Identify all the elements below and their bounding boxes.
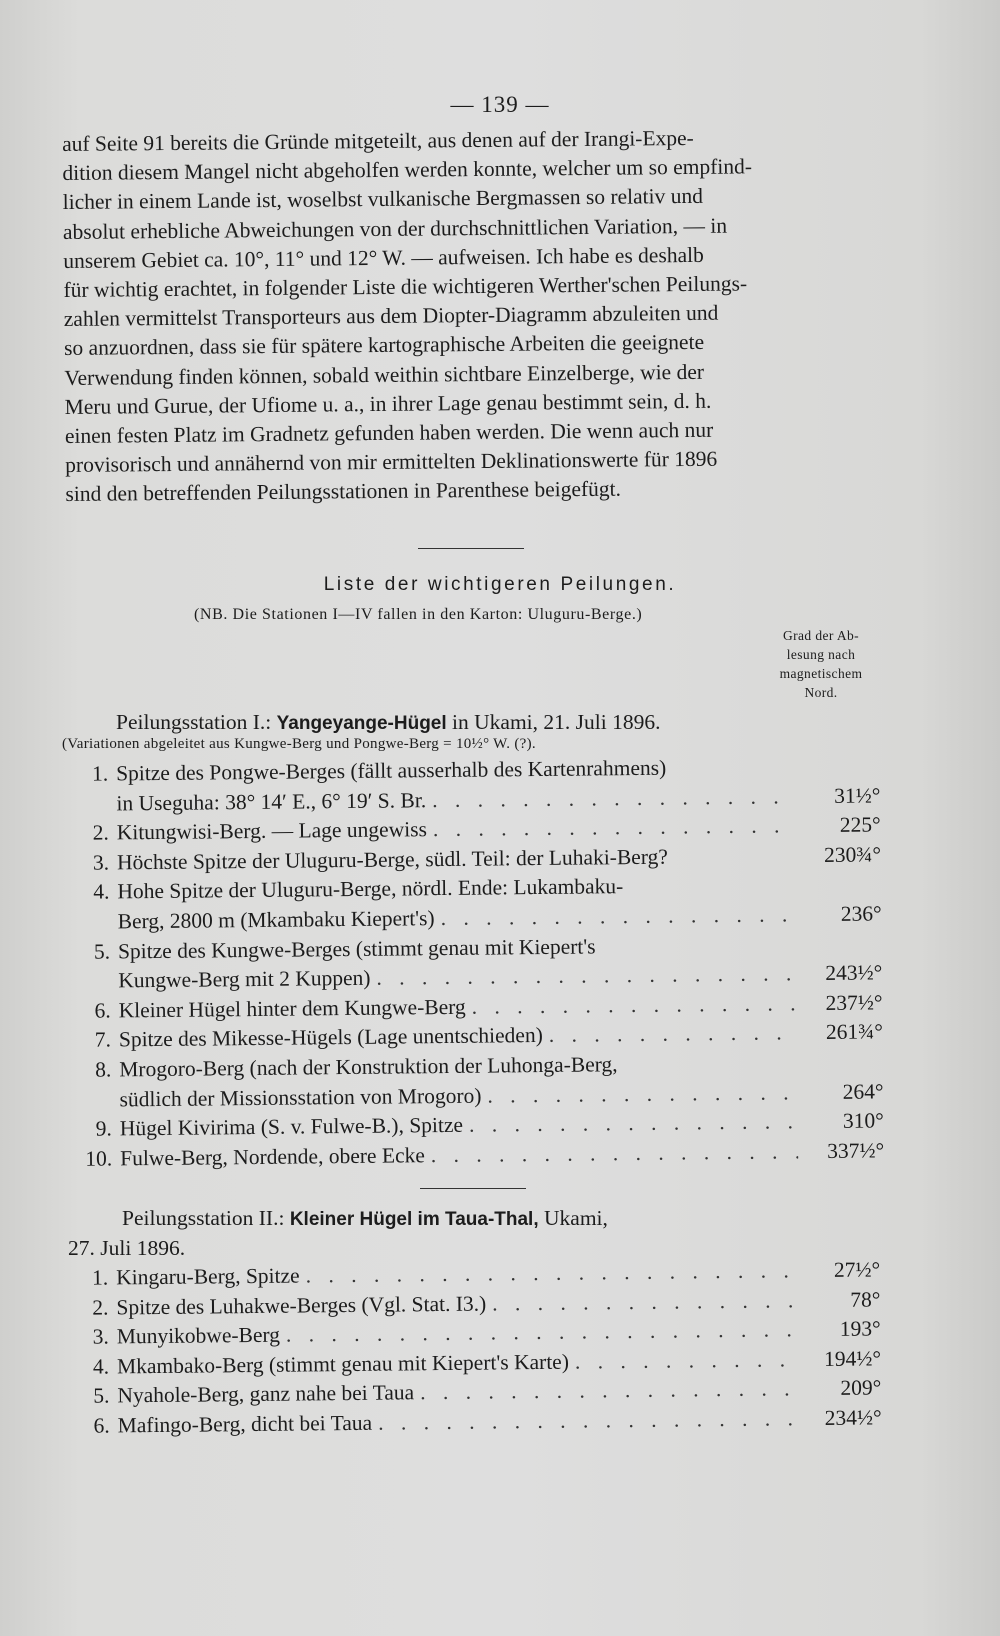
station-1-prefix: Peilungsstation I.:	[116, 710, 272, 734]
bearing-value: 337½°	[827, 1138, 885, 1163]
section-divider	[418, 548, 524, 549]
intro-line: absolut erhebliche Abweichungen von der durchschnittlichen Variation, — in	[62, 213, 728, 244]
item-text: Mkambako-Berg (stimmt genau mit Kiepert's Karte)	[116, 1349, 570, 1379]
station-1-suffix: in Ukami, 21. Juli 1896.	[452, 710, 661, 734]
section-divider	[420, 1188, 526, 1189]
bearing-value: 264°	[842, 1078, 884, 1104]
bearing-value: 237½°	[825, 990, 883, 1015]
item-text: Nyahole-Berg, ganz nahe bei Taua	[117, 1380, 415, 1408]
dot-leader	[427, 812, 795, 845]
item-text: Spitze des Mikesse-Hügels (Lage unentschieden)	[118, 1023, 543, 1052]
dot-leader	[543, 1019, 797, 1051]
intro-line: sind den betreffenden Peilungsstationen in Parenthese beigefügt.	[65, 477, 622, 507]
dot-leader	[372, 1404, 796, 1438]
item-number: 5.	[93, 939, 111, 964]
column-heading	[762, 626, 880, 702]
item-number: 9.	[95, 1116, 112, 1141]
intro-line: auf Seite 91 bereits die Gründe mitgeteilt, aus denen auf der Irangi-Expe-	[62, 125, 694, 156]
bearing-value: 78°	[850, 1287, 881, 1312]
bearing-value: 230¾°	[823, 842, 882, 867]
bearing-value: 209°	[840, 1375, 882, 1401]
station-2-name: Kleiner Hügel im Taua-Thal,	[289, 1209, 539, 1230]
item-text: Kungwe-Berg mit 2 Kuppen)	[118, 965, 371, 993]
bearing-value: 236°	[840, 901, 882, 926]
item-text: südlich der Missionsstation von Mrogoro)	[119, 1083, 482, 1111]
item-text: Mrogoro-Berg (nach der Konstruktion der Luhonga-Berg,	[119, 1052, 618, 1082]
item-number: 4.	[93, 879, 110, 905]
item-number: 1.	[91, 1265, 109, 1290]
bearing-value: 193°	[839, 1316, 881, 1342]
list-note: (NB. Die Stationen I—IV fallen in den Karton: Uluguru-Berge.)	[194, 606, 643, 623]
list-item	[65, 1047, 884, 1115]
column-heading-line: Grad der Ab-	[782, 628, 860, 643]
intro-line: Meru und Gurue, der Ufiome u. a., in ihrer Lage genau bestimmt sein, d. h.	[64, 388, 712, 419]
column-heading-line: Nord.	[804, 685, 838, 700]
item-text: Fulwe-Berg, Nordende, obere Ecke	[120, 1142, 425, 1171]
bearing-value: 243½°	[825, 960, 883, 986]
bearing-value: 194½°	[823, 1346, 882, 1371]
intro-line: einen festen Platz im Gradnetz gefunden haben werden. Die wenn auch nur	[64, 417, 714, 449]
dot-leader	[426, 782, 795, 815]
dot-leader	[466, 989, 797, 1022]
list-item	[62, 751, 881, 819]
intro-line: dition diesem Mangel nicht abgeholfen werden konnte, welcher um so empfind-	[62, 154, 753, 186]
item-number: 2.	[92, 820, 109, 845]
intro-line: unserem Gebiet ca. 10°, 11° und 12° W. — aufweisen. Ich habe es deshalb	[63, 242, 704, 273]
list-item	[63, 870, 882, 938]
bearing-value: 234½°	[824, 1405, 882, 1430]
station-2-prefix: Peilungsstation II.:	[122, 1206, 285, 1230]
item-text: in Useguha: 38° 14′ E., 6° 19′ S. Br.	[116, 787, 427, 816]
item-text: Mafingo-Berg, dicht bei Taua	[117, 1410, 373, 1438]
station-1-variation: (Variationen abgeleitet aus Kungwe-Berg und Pongwe-Berg = 10½° W. (?).	[62, 736, 536, 752]
item-number: 4.	[92, 1354, 110, 1379]
page-number: — 139 —	[450, 92, 550, 117]
intro-line: für wichtig erachtet, in folgender Liste die wichtigeren Werther'schen Peilungs-	[63, 271, 748, 303]
item-number: 1.	[91, 761, 109, 786]
dot-leader	[425, 1137, 799, 1171]
item-number: 3.	[92, 1324, 109, 1349]
item-text: Spitze des Pongwe-Berges (fällt ausserhalb des Kartenrahmens)	[116, 755, 667, 786]
station-1-name: Yangeyange-Hügel	[276, 713, 447, 734]
column-heading-line: magnetischem	[779, 666, 863, 681]
bearing-value: 27½°	[833, 1257, 881, 1282]
item-number: 5.	[93, 1383, 110, 1409]
bearing-value: 261¾°	[825, 1019, 884, 1045]
item-text: Höchste Spitze der Uluguru-Berge, südl. Teil: der Luhaki-Berg?	[116, 844, 668, 875]
bearing-value: 310°	[842, 1108, 884, 1133]
dot-leader	[486, 1286, 794, 1319]
item-text: Kingaru-Berg, Spitze	[116, 1263, 300, 1290]
item-number: 6.	[94, 998, 111, 1023]
dot-leader	[463, 1107, 798, 1140]
dot-leader	[569, 1345, 795, 1377]
station-1-heading	[116, 710, 916, 735]
dot-leader	[414, 1375, 795, 1409]
item-text: Spitze des Kungwe-Berges (stimmt genau mit Kiepert's	[117, 933, 596, 963]
intro-line: zahlen vermittelst Transporteurs aus dem Diopter-Diagramm abzuleiten und	[63, 300, 719, 332]
item-text: Munyikobwe-Berg	[116, 1322, 281, 1349]
intro-paragraph	[62, 122, 878, 509]
station-2-entries	[62, 1255, 882, 1441]
bearing-value: 225°	[839, 812, 881, 838]
list-title: Liste der wichtigeren Peilungen.	[323, 574, 677, 595]
item-number: 7.	[94, 1027, 112, 1053]
intro-line: so anzuordnen, dass sie für spätere kartographische Arbeiten die geeignete	[63, 330, 705, 361]
dot-leader	[370, 959, 796, 993]
intro-line: Verwendung finden können, sobald weithin sichtbare Einzelberge, wie der	[64, 359, 705, 390]
station-2-date: 27. Juli 1896.	[68, 1236, 186, 1260]
column-heading-line: lesung nach	[786, 647, 856, 662]
intro-line: licher in einem Lande ist, woselbst vulkanische Bergmassen so relativ und	[62, 184, 704, 215]
item-text: Spitze des Luhakwe-Berges (Vgl. Stat. I3.)	[116, 1291, 487, 1320]
item-text: Hohe Spitze der Uluguru-Berge, nördl. Ende: Lukambaku-	[117, 874, 624, 904]
item-number: 10.	[85, 1146, 113, 1171]
list-item	[64, 929, 883, 997]
item-number: 3.	[92, 850, 110, 875]
station-2-suffix: Ukami,	[544, 1206, 608, 1230]
item-number: 6.	[93, 1413, 110, 1438]
item-text: Kitungwisi-Berg. — Lage ungewiss	[116, 817, 427, 845]
bearing-value: 31½°	[834, 783, 881, 808]
dot-leader	[481, 1078, 797, 1111]
station-1-entries	[62, 751, 884, 1174]
item-number: 2.	[92, 1295, 109, 1320]
item-text: Kleiner Hügel hinter dem Kungwe-Berg	[118, 994, 466, 1023]
item-number: 8.	[94, 1057, 112, 1082]
dot-leader	[434, 900, 795, 933]
item-text: Berg, 2800 m (Mkambaku Kiepert's)	[117, 906, 435, 934]
intro-line: provisorisch und annähernd von mir ermittelten Deklinationswerte für 1896	[65, 446, 718, 478]
station-2-heading	[122, 1206, 922, 1231]
item-text: Hügel Kivirima (S. v. Fulwe-B.), Spitze	[119, 1112, 464, 1141]
